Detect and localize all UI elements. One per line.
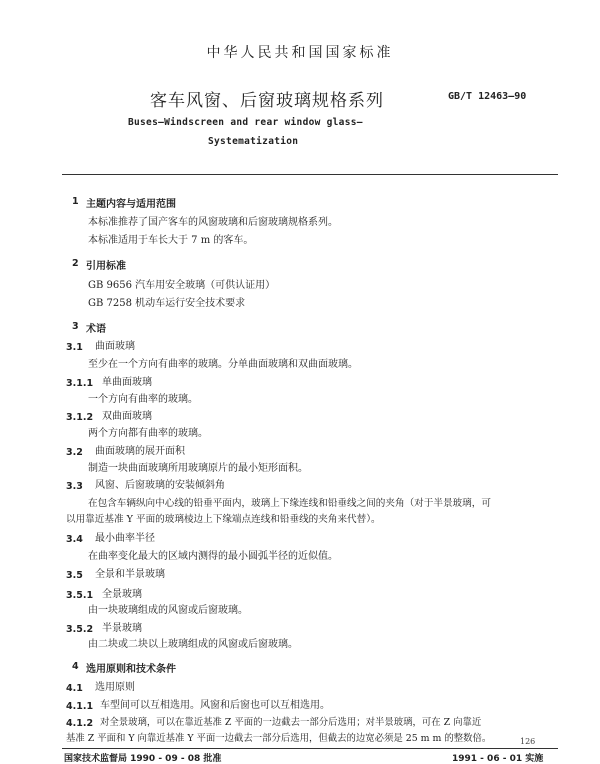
clause-3-1-number: 3.1 (66, 342, 83, 353)
approval-date: 国家技术监督局 1990 - 09 - 08 批准 (64, 754, 222, 764)
clause-3-2-text: 制造一块曲面玻璃所用玻璃原片的最小矩形面积。 (88, 463, 308, 474)
clause-3-3-title: 风窗、后窗玻璃的安装倾斜角 (95, 480, 225, 491)
clause-3-1-title: 曲面玻璃 (95, 341, 135, 352)
clause-3-1-2-text: 两个方向都有曲率的玻璃。 (88, 428, 208, 439)
section-4-number: 4 (72, 661, 79, 672)
section-3-number: 3 (72, 321, 79, 332)
clause-3-5-1-number: 3.5.1 (66, 590, 94, 601)
section-1-heading: 主题内容与适用范围 (86, 199, 176, 210)
clause-3-1-1-number: 3.1.1 (66, 378, 94, 389)
clause-4-1-2-number: 4.1.2 (66, 718, 94, 729)
footer-divider (62, 748, 558, 749)
section-1-paragraph-2: 本标准适用于车长大于 7 m 的客车。 (88, 235, 254, 246)
clause-3-2-number: 3.2 (66, 447, 83, 458)
english-title-line-1: Buses—Windscreen and rear window glass— (128, 117, 363, 128)
clause-3-5-1-title: 全景玻璃 (102, 589, 142, 600)
clause-3-1-2-title: 双曲面玻璃 (102, 411, 152, 422)
clause-3-5-2-number: 3.5.2 (66, 624, 94, 635)
clause-3-1-1-title: 单曲面玻璃 (102, 377, 152, 388)
page-number: 126 (520, 737, 536, 746)
clause-3-3-number: 3.3 (66, 481, 83, 492)
clause-3-2-title: 曲面玻璃的展开面积 (95, 446, 185, 457)
header-divider (62, 174, 558, 175)
clause-3-3-text-line-2: 以用靠近基准 Y 平面的玻璃棱边上下缘端点连线和铅垂线的夹角来代替）。 (66, 514, 381, 525)
clause-4-1-title: 选用原则 (95, 682, 135, 693)
reference-gb9656: GB 9656 汽车用安全玻璃（可供认证用） (88, 280, 276, 291)
clause-3-1-text: 至少在一个方向有曲率的玻璃。分单曲面玻璃和双曲面玻璃。 (88, 359, 358, 370)
clause-4-1-2-text-line-2: 基准 Z 平面和 Y 向靠近基准 Y 平面一边截去一部分后选用，但截去的边宽必须是 25 m m 的整数倍。 (66, 733, 492, 744)
clause-3-1-2-number: 3.1.2 (66, 412, 94, 423)
reference-gb7258: GB 7258 机动车运行安全技术要求 (88, 298, 246, 309)
issuing-organization: 中华人民共和国国家标准 (206, 45, 394, 61)
english-title-line-2: Systematization (208, 136, 299, 147)
clause-3-4-number: 3.4 (66, 534, 83, 545)
clause-3-5-2-title: 半景玻璃 (102, 623, 142, 634)
section-2-heading: 引用标准 (86, 261, 126, 272)
section-1-number: 1 (72, 196, 79, 207)
clause-3-4-text: 在曲率变化最大的区域内测得的最小圆弧半径的近似值。 (88, 551, 338, 562)
clause-4-1-1-text: 车型间可以互相选用。风窗和后窗也可以互相选用。 (100, 700, 330, 711)
document-title: 客车风窗、后窗玻璃规格系列 (150, 91, 384, 111)
clause-3-5-number: 3.5 (66, 570, 83, 581)
section-3-heading: 术语 (86, 324, 106, 335)
standard-number: GB/T 12463—90 (448, 91, 527, 102)
clause-4-1-2-text-line-1: 对全景玻璃，可以在靠近基准 Z 平面的一边截去一部分后选用；对半景玻璃，可在 Z 向靠近 (100, 717, 482, 728)
clause-3-5-title: 全景和半景玻璃 (95, 569, 165, 580)
clause-4-1-number: 4.1 (66, 683, 83, 694)
section-2-number: 2 (72, 258, 79, 269)
section-1-paragraph-1: 本标准推荐了国产客车的风窗玻璃和后窗玻璃规格系列。 (88, 217, 338, 228)
clause-3-3-text-line-1: 在包含车辆纵向中心线的铅垂平面内，玻璃上下缘连线和铅垂线之间的夹角（对于半景玻璃，可 (88, 498, 491, 509)
section-4-heading: 选用原则和技术条件 (86, 664, 176, 675)
clause-3-4-title: 最小曲率半径 (95, 533, 155, 544)
clause-3-5-2-text: 由二块或二块以上玻璃组成的风窗或后窗玻璃。 (88, 639, 298, 650)
implementation-date: 1991 - 06 - 01 实施 (452, 754, 544, 764)
clause-3-5-1-text: 由一块玻璃组成的风窗或后窗玻璃。 (88, 605, 248, 616)
clause-4-1-1-number: 4.1.1 (66, 701, 94, 712)
clause-3-1-1-text: 一个方向有曲率的玻璃。 (88, 394, 198, 405)
